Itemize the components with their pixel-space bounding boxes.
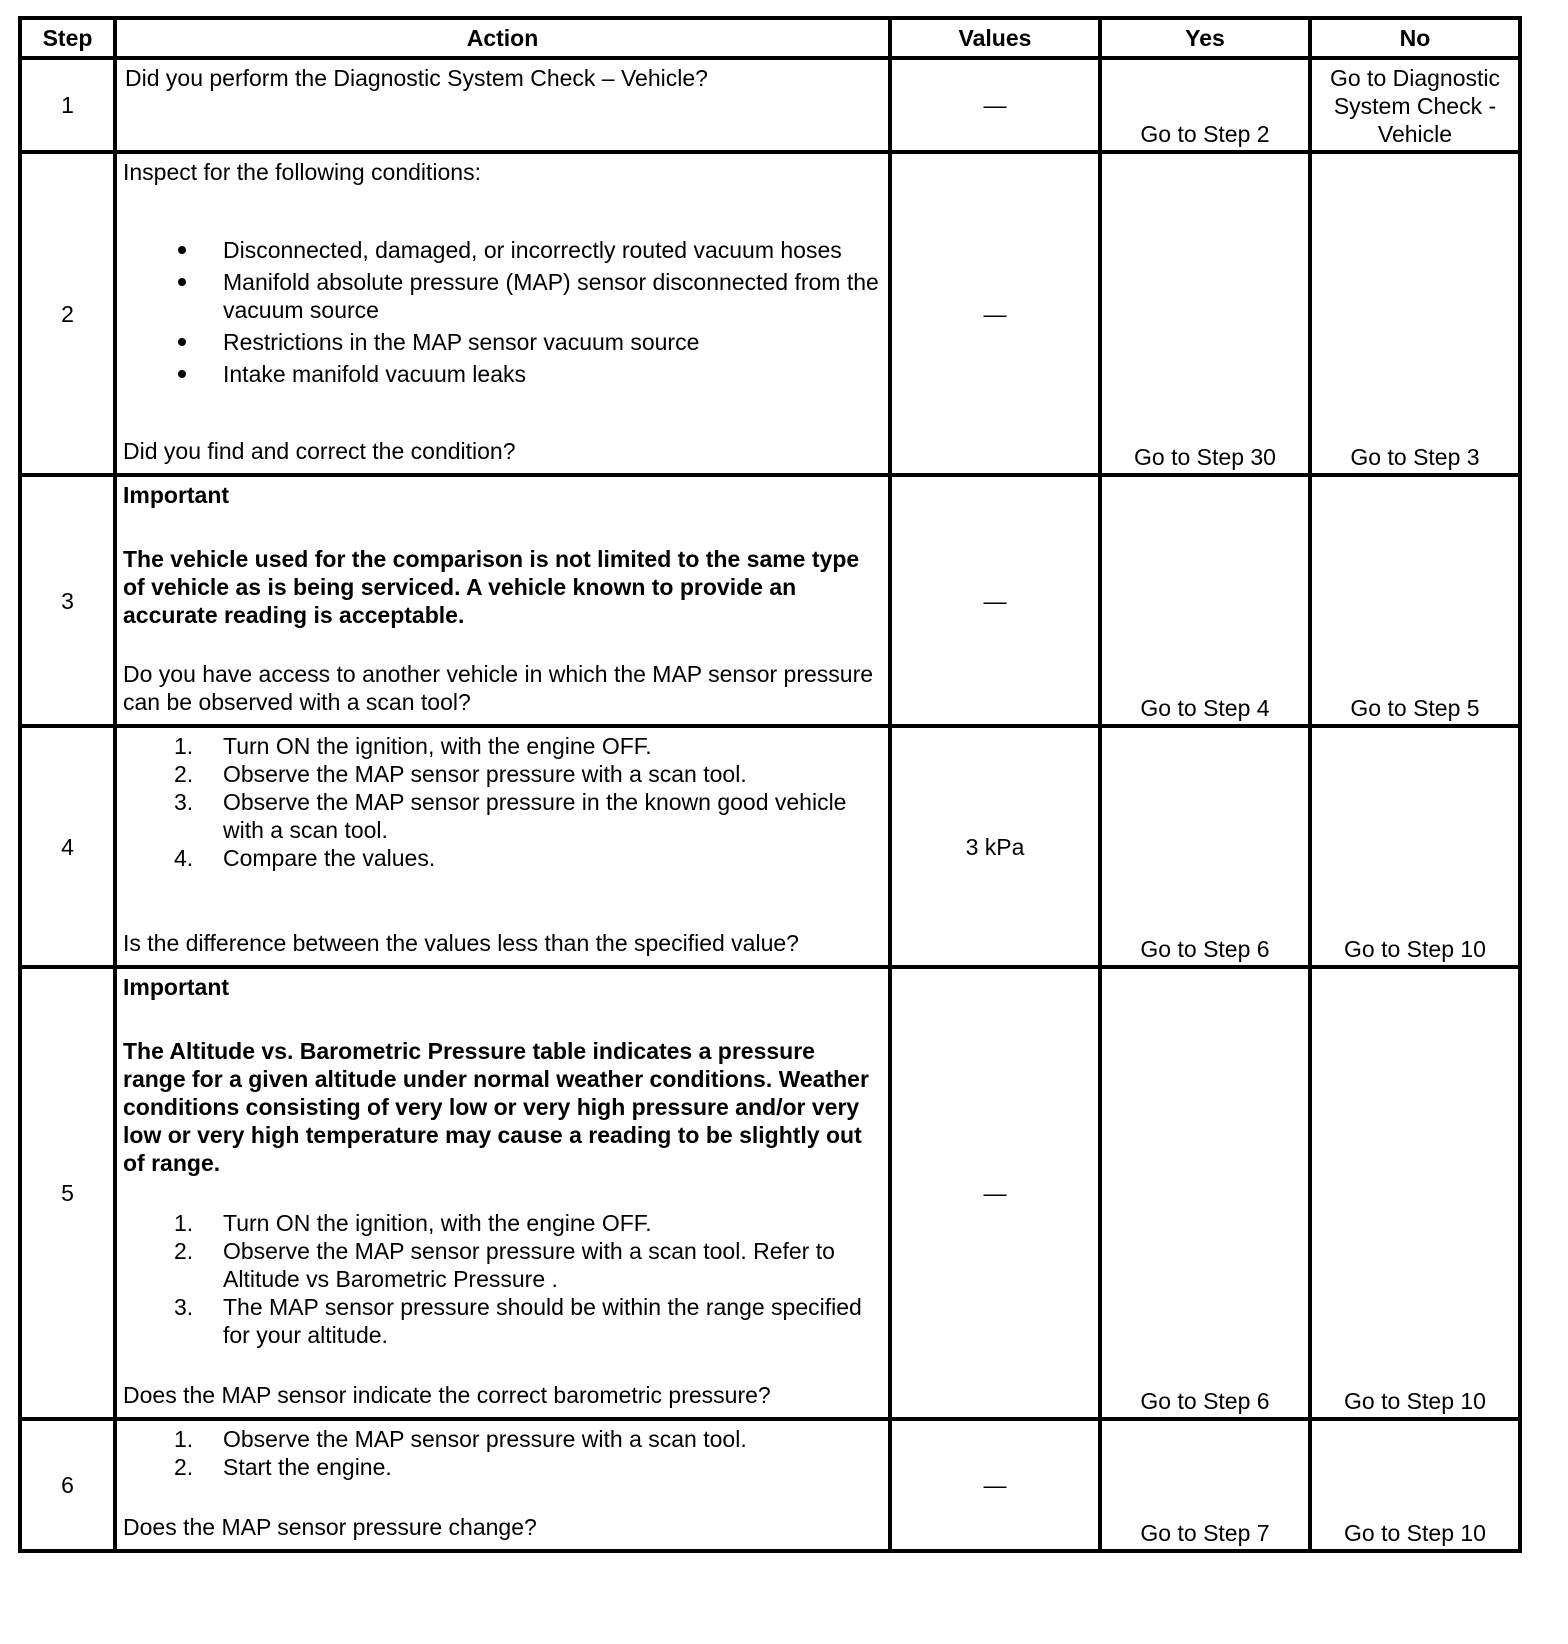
action-question: Do you have access to another vehicle in which the MAP sensor pressure can be observed with a scan tool? <box>123 661 874 715</box>
list-item: 2. Start the engine. <box>174 1454 392 1480</box>
action-cell <box>115 152 890 475</box>
table-row <box>20 726 1520 967</box>
no-link[interactable]: Go to Step 10 <box>1344 936 1486 962</box>
yes-cell <box>1100 475 1310 726</box>
diagnostic-table <box>18 16 1522 1553</box>
value-cell: — <box>890 475 1100 726</box>
step-number: 5 <box>20 967 115 1419</box>
header-yes: Yes <box>1100 18 1310 58</box>
procedure-list <box>123 732 880 872</box>
value-cell: — <box>890 967 1100 1419</box>
action-text: Did you perform the Diagnostic System Check – Vehicle? <box>125 65 708 91</box>
table-row <box>20 152 1520 475</box>
yes-link[interactable]: Go to Step 2 <box>1140 121 1270 147</box>
yes-link[interactable]: Go to Step 4 <box>1140 695 1270 721</box>
procedure-list <box>123 1425 880 1481</box>
no-link[interactable] <box>1312 64 1518 150</box>
table-row <box>20 1419 1520 1551</box>
yes-link[interactable]: Go to Step 6 <box>1140 1388 1270 1414</box>
header-row <box>20 18 1520 58</box>
step-number: 2 <box>20 152 115 475</box>
important-label: Important <box>123 974 230 1000</box>
condition-list <box>123 232 880 392</box>
action-lead: Inspect for the following conditions: <box>123 159 481 185</box>
list-item: 2. Observe the MAP sensor pressure with a scan tool. <box>174 761 747 787</box>
no-link[interactable]: Go to Step 3 <box>1350 444 1480 470</box>
yes-cell <box>1100 1419 1310 1551</box>
no-cell <box>1310 58 1520 152</box>
no-link[interactable]: Go to Step 10 <box>1344 1520 1486 1546</box>
no-link-line: Go to Diagnostic <box>1329 65 1501 91</box>
no-cell <box>1310 1419 1520 1551</box>
no-cell <box>1310 152 1520 475</box>
list-item: Restrictions in the MAP sensor vacuum source <box>123 328 880 356</box>
header-action: Action <box>115 18 890 58</box>
table-row <box>20 967 1520 1419</box>
important-text: The vehicle used for the comparison is not limited to the same type of vehicle as is being serviced. A vehicle known to provide an accurate reading is acceptable. <box>123 546 860 628</box>
value-cell: — <box>890 58 1100 152</box>
action-question: Does the MAP sensor pressure change? <box>123 1514 537 1540</box>
action-cell <box>115 1419 890 1551</box>
header-values: Values <box>890 18 1100 58</box>
header-step: Step <box>20 18 115 58</box>
list-item: 3. The MAP sensor pressure should be within the range specified for your altitude. <box>174 1294 862 1348</box>
action-cell <box>115 58 890 152</box>
action-question: Does the MAP sensor indicate the correct barometric pressure? <box>123 1382 771 1408</box>
step-number: 6 <box>20 1419 115 1551</box>
no-cell <box>1310 726 1520 967</box>
no-link[interactable]: Go to Step 10 <box>1344 1388 1486 1414</box>
step-number: 3 <box>20 475 115 726</box>
yes-link[interactable]: Go to Step 30 <box>1134 444 1276 470</box>
list-item: 1. Turn ON the ignition, with the engine OFF. <box>174 1210 652 1236</box>
list-item: 1. Turn ON the ignition, with the engine OFF. <box>174 733 652 759</box>
yes-cell <box>1100 58 1310 152</box>
action-question: Is the difference between the values less than the specified value? <box>123 930 799 956</box>
table-row <box>20 58 1520 152</box>
action-cell <box>115 967 890 1419</box>
list-item: 2. Observe the MAP sensor pressure with a scan tool. Refer to Altitude vs Barometric Pressure . <box>174 1238 835 1292</box>
action-cell <box>115 726 890 967</box>
list-item: Intake manifold vacuum leaks <box>123 360 880 388</box>
yes-cell <box>1100 726 1310 967</box>
yes-cell <box>1100 152 1310 475</box>
list-item: Manifold absolute pressure (MAP) sensor disconnected from the vacuum source <box>123 268 880 324</box>
list-item: 4. Compare the values. <box>174 845 436 871</box>
step-number: 4 <box>20 726 115 967</box>
no-link-line: System Check - <box>1333 93 1497 119</box>
important-label: Important <box>123 482 230 508</box>
list-item: 3. Observe the MAP sensor pressure in the known good vehicle with a scan tool. <box>174 789 847 843</box>
yes-cell <box>1100 967 1310 1419</box>
action-cell <box>115 475 890 726</box>
step-number: 1 <box>20 58 115 152</box>
no-cell <box>1310 475 1520 726</box>
action-question: Did you find and correct the condition? <box>123 438 516 464</box>
value-cell: — <box>890 1419 1100 1551</box>
value-cell: — <box>890 152 1100 475</box>
header-no: No <box>1310 18 1520 58</box>
no-cell <box>1310 967 1520 1419</box>
procedure-list <box>123 1209 880 1349</box>
no-link[interactable]: Go to Step 5 <box>1350 695 1480 721</box>
yes-link[interactable]: Go to Step 6 <box>1140 936 1270 962</box>
important-text: The Altitude vs. Barometric Pressure table indicates a pressure range for a given altitude under normal weather conditions. Weather conditions consisting of very low or very high pressure and/or very low or very high temperature may cause a reading to be slightly out of range. <box>123 1038 869 1176</box>
table-row <box>20 475 1520 726</box>
no-link-line: Vehicle <box>1377 121 1453 147</box>
yes-link[interactable]: Go to Step 7 <box>1140 1520 1270 1546</box>
list-item: 1. Observe the MAP sensor pressure with a scan tool. <box>174 1426 747 1452</box>
value-cell: 3 kPa <box>890 726 1100 967</box>
list-item: Disconnected, damaged, or incorrectly routed vacuum hoses <box>123 236 880 264</box>
